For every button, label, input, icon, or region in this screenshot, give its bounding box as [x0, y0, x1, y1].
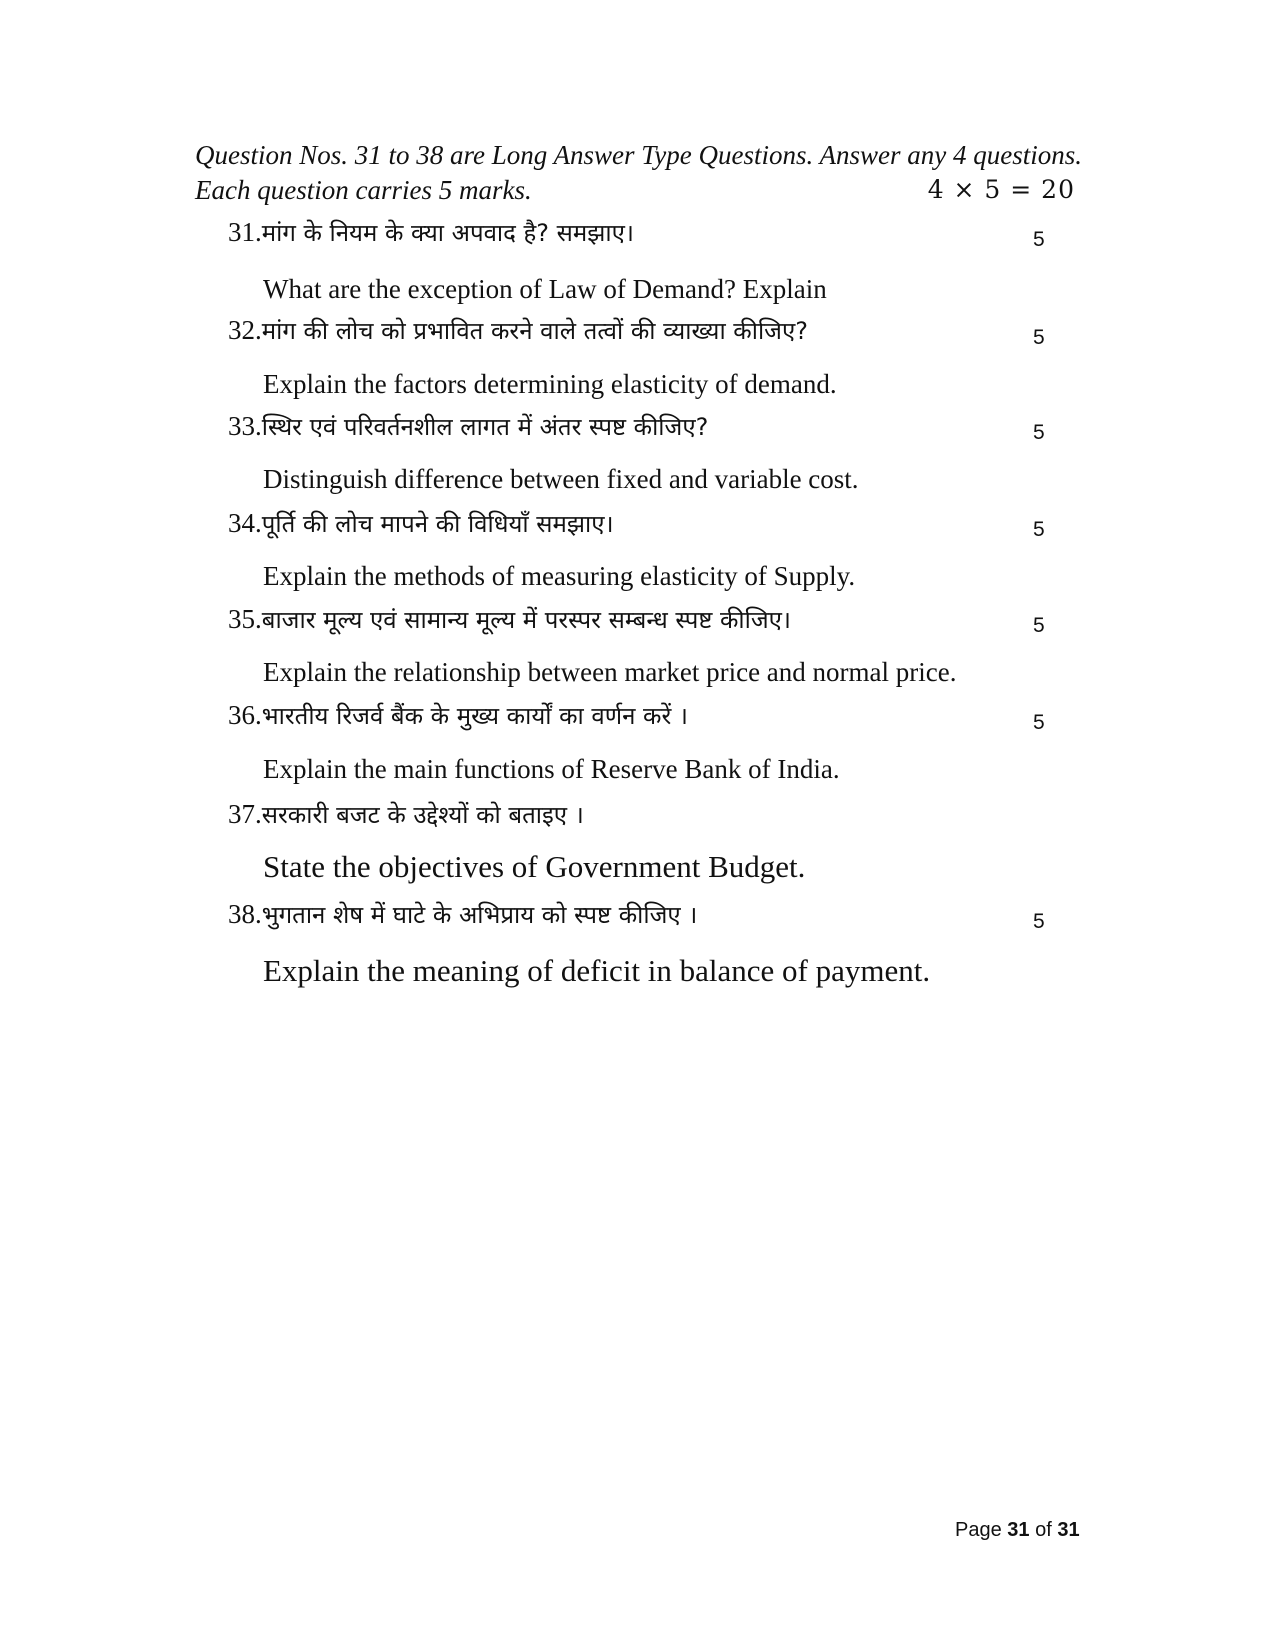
question-32-hindi-text: मांग की लोच को प्रभावित करने वाले तत्वों की व्याख्या कीजिए?	[261, 317, 808, 345]
question-32-number: 32.	[228, 315, 262, 345]
current-page-number: 31	[1007, 1519, 1030, 1541]
instructions-line-2	[195, 173, 1075, 207]
question-33-hindi-text: स्थिर एवं परिवर्तनशील लागत में अंतर स्पष्ट कीजिए?	[261, 413, 709, 441]
question-31-marks: 5	[1033, 228, 1045, 251]
question-38-english: Explain the meaning of deficit in balance of payment.	[263, 953, 931, 988]
question-35-number: 35.	[228, 604, 262, 634]
question-37-english: State the objectives of Government Budget.	[263, 849, 806, 884]
total-pages-number: 31	[1057, 1519, 1080, 1541]
question-33-hindi	[228, 410, 708, 443]
question-35-marks: 5	[1033, 614, 1045, 637]
question-38-hindi-text: भुगतान शेष में घाटे के अभिप्राय को स्पष्ट कीजिए ।	[261, 901, 698, 929]
question-34-number: 34.	[228, 508, 262, 538]
instructions-text-1: Question Nos. 31 to 38 are Long Answer Type Questions. Answer any 4 questions.	[195, 140, 1083, 170]
question-32-hindi	[228, 314, 808, 347]
question-33-english: Distinguish difference between fixed and variable cost.	[263, 464, 859, 494]
question-37-number: 37.	[228, 799, 262, 829]
question-37-hindi-text: सरकारी बजट के उद्देश्यों को बताइए ।	[261, 801, 584, 829]
question-34-english: Explain the methods of measuring elasticity of Supply.	[263, 561, 856, 591]
page-label: Page	[955, 1519, 1002, 1541]
question-31-hindi	[228, 216, 634, 249]
question-36-marks: 5	[1033, 711, 1045, 734]
instructions-total-marks: 4 × 5 = 20	[927, 175, 1075, 204]
question-31-number: 31.	[228, 217, 262, 247]
instructions-line-1	[195, 138, 1083, 172]
question-33-marks: 5	[1033, 421, 1045, 444]
question-35-hindi	[228, 603, 791, 636]
question-34-marks: 5	[1033, 518, 1045, 541]
question-36-hindi	[228, 699, 688, 732]
question-36-number: 36.	[228, 700, 262, 730]
question-34-hindi	[228, 507, 614, 540]
question-31-english: What are the exception of Law of Demand? Explain	[263, 274, 827, 304]
question-36-hindi-text: भारतीय रिजर्व बैंक के मुख्य कार्यों का वर्णन करें ।	[261, 702, 688, 730]
instructions-text-2: Each question carries 5 marks.	[195, 175, 532, 205]
question-33-number: 33.	[228, 411, 262, 441]
question-38-marks: 5	[1033, 910, 1045, 933]
question-37-hindi	[228, 798, 584, 831]
question-31-hindi-text: मांग के नियम के क्या अपवाद है? समझाए।	[261, 219, 634, 247]
question-32-marks: 5	[1033, 326, 1045, 349]
question-35-english: Explain the relationship between market price and normal price.	[263, 657, 957, 687]
question-34-hindi-text: पूर्ति की लोच मापने की विधियाँ समझाए।	[261, 510, 614, 538]
question-38-number: 38.	[228, 899, 262, 929]
question-35-hindi-text: बाजार मूल्य एवं सामान्य मूल्य में परस्पर सम्बन्ध स्पष्ट कीजिए।	[261, 606, 792, 634]
question-36-english: Explain the main functions of Reserve Bank of India.	[263, 754, 840, 784]
of-label: of	[1035, 1519, 1052, 1541]
page-footer	[955, 1517, 1080, 1543]
question-32-english: Explain the factors determining elasticity of demand.	[263, 369, 837, 399]
question-38-hindi	[228, 898, 697, 931]
